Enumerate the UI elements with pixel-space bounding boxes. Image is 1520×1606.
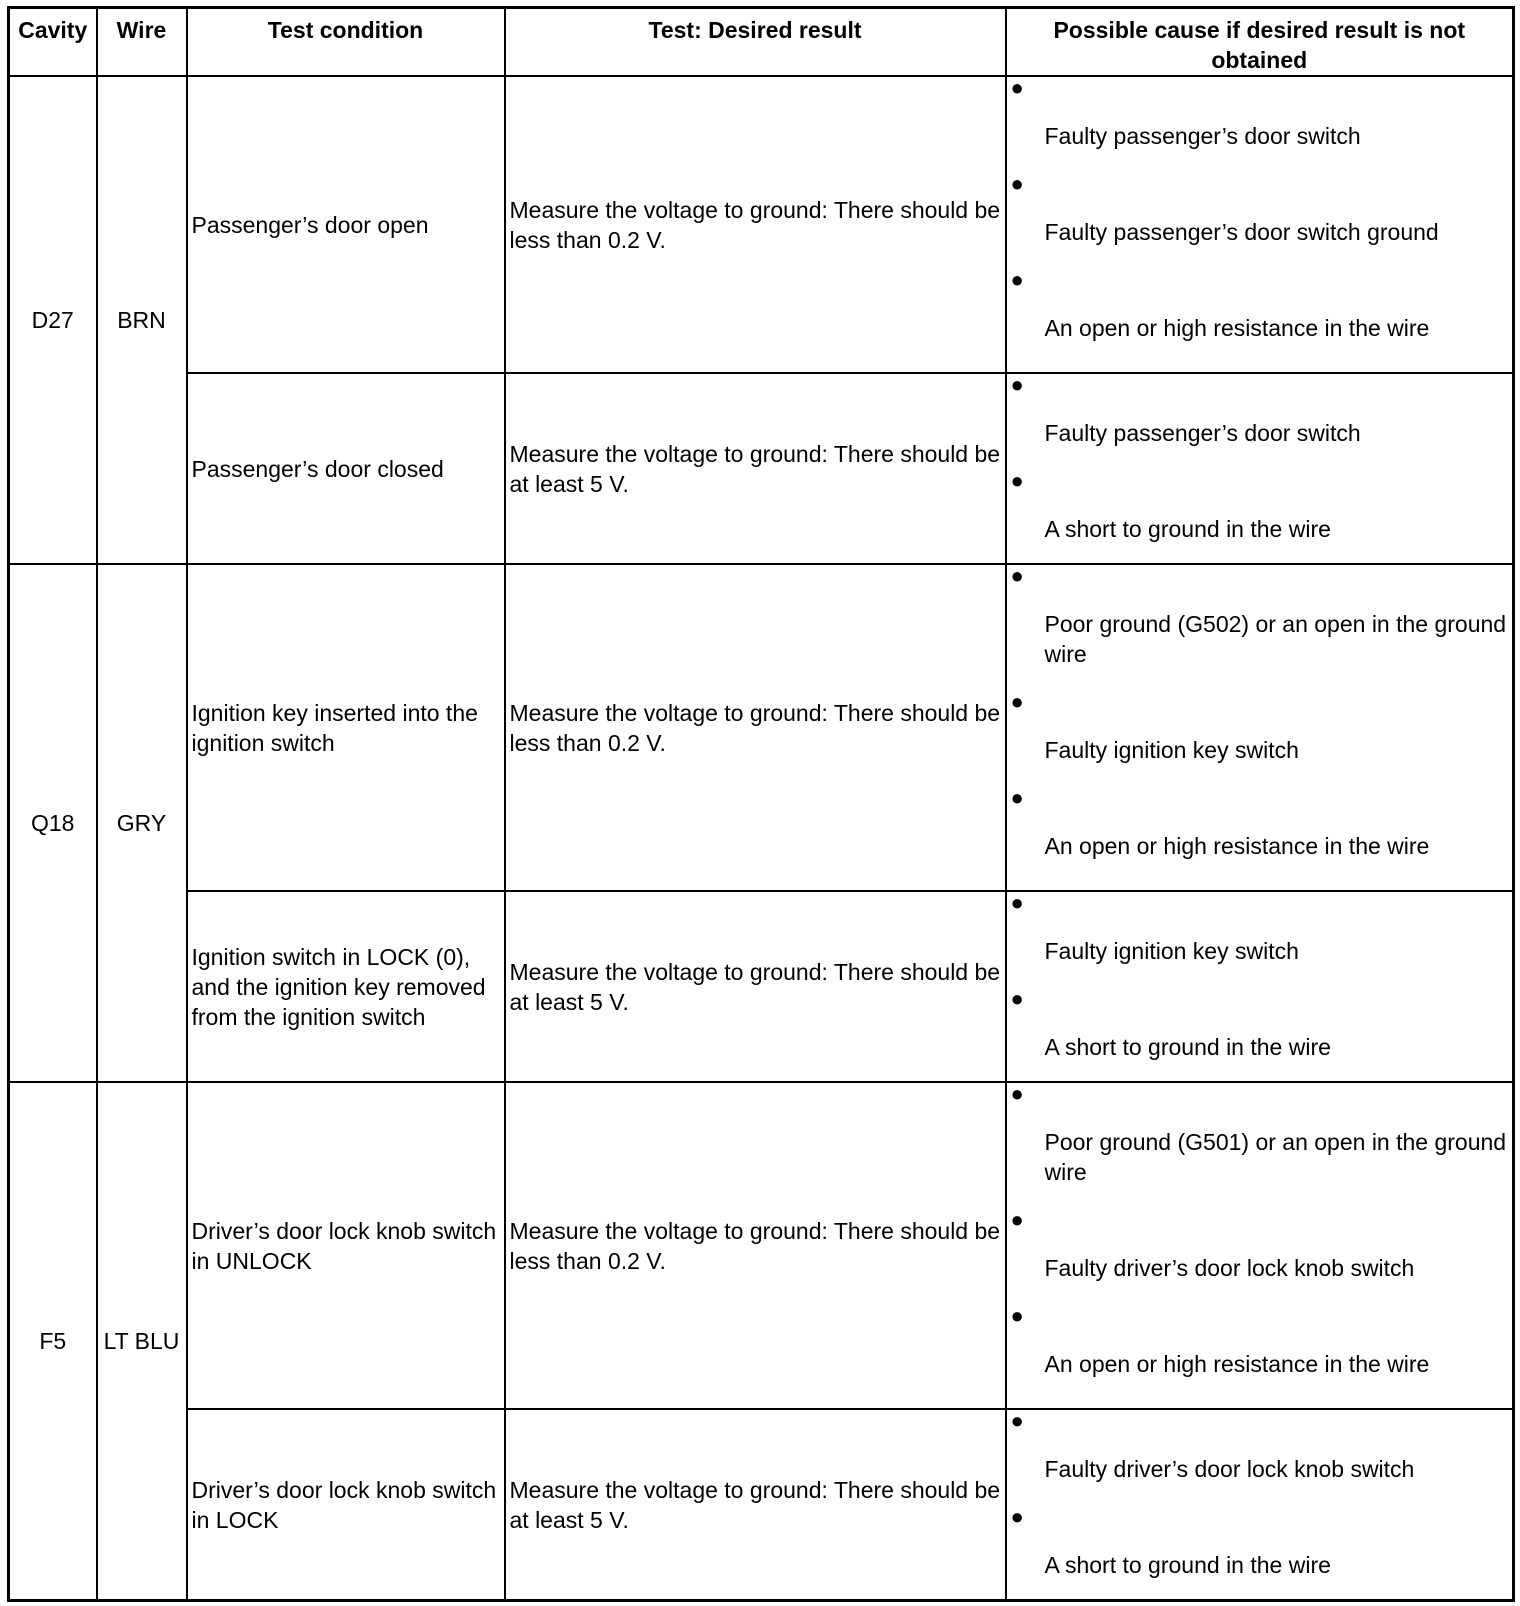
cause-list — [1011, 892, 1509, 1062]
cause-item — [1011, 374, 1509, 470]
possible-cause-cell — [1006, 891, 1514, 1082]
cause-list — [1011, 565, 1509, 861]
possible-cause-cell — [1006, 76, 1514, 373]
cause-text: Faulty passenger’s door switch — [1044, 123, 1361, 149]
cause-text: An open or high resistance in the wire — [1044, 1351, 1430, 1378]
bullet-icon: ● — [1010, 1207, 1024, 1233]
troubleshooting-table — [7, 6, 1515, 1602]
desired-result-cell: Measure the voltage to ground: There should be at least 5 V. — [505, 1409, 1006, 1600]
table-row — [9, 373, 1514, 564]
wire-cell: BRN — [97, 76, 187, 564]
test-condition-cell: Passenger’s door open — [187, 76, 505, 373]
bullet-icon: ● — [1010, 1408, 1024, 1434]
cause-item — [1011, 691, 1509, 787]
bullet-icon: ● — [1010, 689, 1024, 715]
cause-list — [1011, 1410, 1509, 1580]
bullet-icon: ● — [1010, 563, 1024, 589]
cause-item — [1011, 1506, 1509, 1580]
cause-text: Faulty driver’s door lock knob switch — [1044, 1456, 1415, 1483]
bullet-icon: ● — [1010, 1081, 1024, 1107]
cause-item — [1011, 988, 1509, 1062]
wire-cell: LT BLU — [97, 1082, 187, 1600]
bullet-icon: ● — [1010, 468, 1024, 494]
header-cavity: Cavity — [9, 8, 97, 77]
table-row — [9, 76, 1514, 373]
bullet-icon: ● — [1010, 372, 1024, 398]
bullet-icon: ● — [1010, 267, 1024, 292]
cause-text: A short to ground in the wire — [1044, 1552, 1331, 1579]
test-condition-cell: Ignition switch in LOCK (0), and the ignition key removed from the ignition switch — [187, 891, 505, 1082]
cause-item — [1011, 1410, 1509, 1506]
bullet-icon: ● — [1010, 890, 1024, 916]
cause-text: Faulty ignition key switch — [1044, 737, 1299, 764]
bullet-icon: ● — [1010, 1504, 1024, 1530]
bullet-icon: ● — [1010, 1303, 1024, 1329]
test-condition-cell: Driver’s door lock knob switch in LOCK — [187, 1409, 505, 1600]
cause-list — [1011, 374, 1509, 544]
desired-result-cell: Measure the voltage to ground: There should be at least 5 V. — [505, 373, 1006, 564]
bullet-icon: ● — [1010, 785, 1024, 811]
cause-list — [1011, 77, 1509, 343]
possible-cause-cell — [1006, 373, 1514, 564]
cause-item — [1011, 173, 1509, 269]
header-desired-result: Test: Desired result — [505, 8, 1006, 77]
cause-text: An open or high resistance in the wire — [1044, 833, 1430, 860]
cause-text: A short to ground in the wire — [1044, 1034, 1331, 1061]
test-condition-cell: Passenger’s door closed — [187, 373, 505, 564]
cause-item — [1011, 1305, 1509, 1379]
header-row — [9, 8, 1514, 77]
test-condition-cell: Driver’s door lock knob switch in UNLOCK — [187, 1082, 505, 1409]
cavity-cell: F5 — [9, 1082, 97, 1600]
cause-list — [1011, 1083, 1509, 1379]
desired-result-cell: Measure the voltage to ground: There should be less than 0.2 V. — [505, 1082, 1006, 1409]
cause-item — [1011, 77, 1509, 173]
cause-item — [1011, 1209, 1509, 1305]
cause-text: Faulty driver’s door lock knob switch — [1044, 1255, 1415, 1282]
possible-cause-cell — [1006, 564, 1514, 891]
cause-text: Poor ground (G501) or an open in the ground wire — [1044, 1129, 1507, 1186]
test-condition-cell: Ignition key inserted into the ignition switch — [187, 564, 505, 891]
header-test-condition: Test condition — [187, 8, 505, 77]
header-possible-cause: Possible cause if desired result is not obtained — [1006, 8, 1514, 77]
wire-cell: GRY — [97, 564, 187, 1082]
table-row — [9, 1082, 1514, 1409]
cavity-cell: D27 — [9, 76, 97, 564]
cause-item — [1011, 470, 1509, 544]
troubleshooting-table-container — [7, 6, 1512, 1602]
cause-text: Faulty ignition key switch — [1044, 938, 1299, 965]
cause-text: An open or high resistance in the wire — [1044, 315, 1430, 341]
table-row — [9, 891, 1514, 1082]
bullet-icon: ● — [1010, 986, 1024, 1012]
possible-cause-cell — [1006, 1409, 1514, 1600]
desired-result-cell: Measure the voltage to ground: There should be less than 0.2 V. — [505, 564, 1006, 891]
cause-text: Poor ground (G502) or an open in the ground wire — [1044, 611, 1507, 668]
bullet-icon: ● — [1010, 171, 1024, 196]
cavity-cell: Q18 — [9, 564, 97, 1082]
cause-text: Faulty passenger’s door switch ground — [1044, 219, 1439, 245]
cause-text: A short to ground in the wire — [1044, 516, 1331, 543]
bullet-icon: ● — [1010, 75, 1024, 100]
cause-item — [1011, 787, 1509, 861]
table-row — [9, 564, 1514, 891]
header-wire: Wire — [97, 8, 187, 77]
cause-item — [1011, 565, 1509, 691]
table-row — [9, 1409, 1514, 1600]
desired-result-cell: Measure the voltage to ground: There should be at least 5 V. — [505, 891, 1006, 1082]
possible-cause-cell — [1006, 1082, 1514, 1409]
cause-item — [1011, 1083, 1509, 1209]
desired-result-cell: Measure the voltage to ground: There should be less than 0.2 V. — [505, 76, 1006, 373]
cause-item — [1011, 269, 1509, 343]
table-body — [9, 76, 1514, 1601]
cause-text: Faulty passenger’s door switch — [1044, 420, 1361, 447]
cause-item — [1011, 892, 1509, 988]
